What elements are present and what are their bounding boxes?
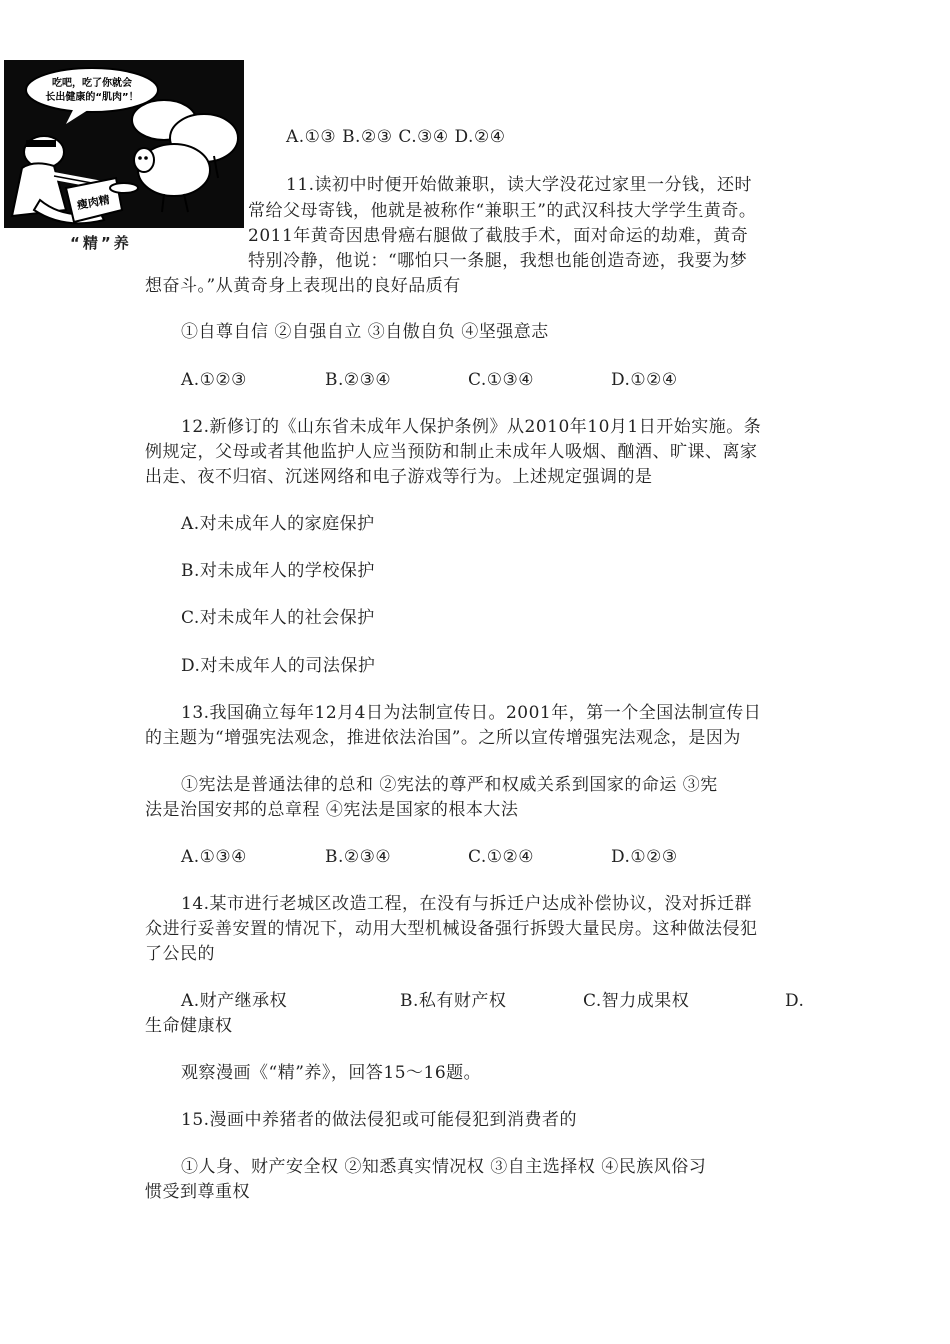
q15-items-line-2: 惯受到尊重权 bbox=[145, 1182, 250, 1202]
q11-stem-line-5: 想奋斗。”从黄奇身上表现出的良好品质有 bbox=[145, 276, 461, 296]
q12-option-a: A.对未成年人的家庭保护 bbox=[181, 514, 375, 534]
q12-option-d: D.对未成年人的司法保护 bbox=[181, 656, 376, 676]
q14-stem-line-1: 14.某市进行老城区改造工程，在没有与拆迁户达成补偿协议，没对拆迁群 bbox=[181, 894, 753, 914]
q14-option-d-text: 生命健康权 bbox=[145, 1016, 233, 1036]
q12-option-c: C.对未成年人的社会保护 bbox=[181, 608, 375, 628]
cartoon-caption: “精”养 bbox=[70, 234, 132, 252]
q15-stem: 15.漫画中养猪者的做法侵犯或可能侵犯到消费者的 bbox=[181, 1110, 578, 1130]
q14-option-d: D. bbox=[785, 991, 805, 1011]
q14-option-a: A.财产继承权 bbox=[181, 991, 288, 1011]
q11-option-a: A.①②③ bbox=[181, 370, 247, 390]
q13-stem-line-2: 的主题为“增强宪法观念，推进依法治国”。之所以宣传增强宪法观念，是因为 bbox=[145, 728, 741, 748]
speech-text-line2: 长出健康的“肌肉”！ bbox=[45, 92, 139, 103]
q11-stem-line-4: 特别冷静，他说：“哪怕只一条腿，我想也能创造奇迹，我要为梦 bbox=[248, 251, 748, 271]
q12-stem-line-3: 出走、夜不归宿、沉迷网络和电子游戏等行为。上述规定强调的是 bbox=[145, 467, 653, 487]
bag-label: 瘦肉精 bbox=[76, 193, 111, 212]
q10-options: A.①③ B.②③ C.③④ D.②④ bbox=[286, 127, 506, 147]
intro-15-16: 观察漫画《“精”养》，回答15～16题。 bbox=[181, 1063, 482, 1083]
q13-option-d: D.①②③ bbox=[611, 847, 678, 867]
q13-option-c: C.①②④ bbox=[468, 847, 535, 867]
q13-items-line-2: 法是治国安邦的总章程 ④宪法是国家的根本大法 bbox=[145, 800, 519, 820]
speech-text-line1: 吃吧，吃了你就会 bbox=[52, 78, 132, 89]
q14-option-c: C.智力成果权 bbox=[583, 991, 690, 1011]
q13-option-b: B.②③④ bbox=[325, 847, 392, 867]
q15-items-line-1: ①人身、财产安全权 ②知悉真实情况权 ③自主选择权 ④民族风俗习 bbox=[181, 1157, 707, 1177]
cartoon-image bbox=[4, 60, 244, 228]
q14-stem-line-3: 了公民的 bbox=[145, 944, 215, 964]
q14-option-b: B.私有财产权 bbox=[400, 991, 507, 1011]
q11-option-b: B.②③④ bbox=[325, 370, 392, 390]
q13-option-a: A.①③④ bbox=[181, 847, 247, 867]
q11-stem-line-3: 2011年黄奇因患骨癌右腿做了截肢手术，面对命运的劫难，黄奇 bbox=[248, 226, 749, 246]
q12-stem-line-1: 12.新修订的《山东省未成年人保护条例》从2010年10月1日开始实施。条 bbox=[181, 417, 762, 437]
q11-stem-line-1: 11.读初中时便开始做兼职，读大学没花过家里一分钱，还时 bbox=[286, 175, 753, 195]
q12-stem-line-2: 例规定，父母或者其他监护人应当预防和制止未成年人吸烟、酗酒、旷课、离家 bbox=[145, 442, 758, 462]
cartoon-drawing bbox=[4, 60, 244, 228]
q11-items: ①自尊自信 ②自强自立 ③自傲自负 ④坚强意志 bbox=[181, 322, 549, 342]
q12-option-b: B.对未成年人的学校保护 bbox=[181, 561, 375, 581]
q11-stem-line-2: 常给父母寄钱，他就是被称作“兼职王”的武汉科技大学学生黄奇。 bbox=[248, 201, 757, 221]
q11-option-d: D.①②④ bbox=[611, 370, 678, 390]
q13-stem-line-1: 13.我国确立每年12月4日为法制宣传日。2001年，第一个全国法制宣传日 bbox=[181, 703, 762, 723]
q14-stem-line-2: 众进行妥善安置的情况下，动用大型机械设备强行拆毁大量民房。这种做法侵犯 bbox=[145, 919, 758, 939]
q11-option-c: C.①③④ bbox=[468, 370, 535, 390]
q13-items-line-1: ①宪法是普通法律的总和 ②宪法的尊严和权威关系到国家的命运 ③宪 bbox=[181, 775, 718, 795]
